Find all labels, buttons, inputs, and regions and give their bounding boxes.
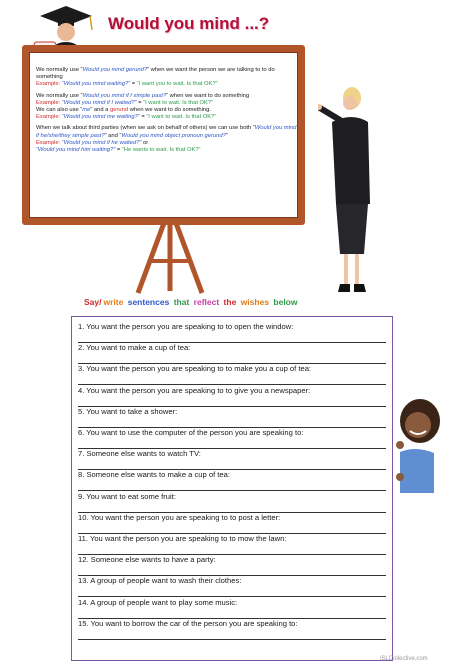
whiteboard bbox=[22, 45, 305, 225]
exercise-prompt: 13. A group of people want to wash their clothes: bbox=[78, 576, 242, 586]
rule-2: We normally use “Would you mind if I simple past?” when we want to do something bbox=[36, 92, 250, 99]
instruction-text bbox=[84, 297, 384, 311]
instruction-word: below bbox=[273, 297, 298, 307]
instruction-word: reflect bbox=[193, 297, 220, 307]
rule-4: When we talk about third parties (when we ask on behalf of others) we can use both “Would you mind if he/she/they simple past?” and “Would you mind object pronoun gerund?” bbox=[36, 125, 297, 139]
instruction-word: Say/ bbox=[84, 297, 102, 307]
example-3: Example: “Would you mind me waiting?” = “I want to wait. Is that OK?” bbox=[36, 114, 217, 121]
exercise-item bbox=[78, 364, 386, 385]
easel-stand bbox=[130, 223, 210, 295]
exercise-item bbox=[78, 470, 386, 491]
example-4: Example: “Would you mind if he waited?” or “Would you mind him waiting?” = “He wants to wait. Is that OK?” bbox=[36, 139, 201, 154]
instruction-word: wishes bbox=[240, 297, 270, 307]
instruction-word: sentences bbox=[127, 297, 170, 307]
grammar-explanation bbox=[36, 67, 298, 154]
whiteboard-surface bbox=[29, 52, 298, 218]
exercise-item bbox=[78, 576, 386, 597]
exercise-prompt: 8. Someone else wants to make a cup of tea: bbox=[78, 470, 230, 480]
exercise-item bbox=[78, 386, 386, 407]
exercise-prompt: 2. You want to make a cup of tea: bbox=[78, 343, 191, 353]
exercise-prompt: 12. Someone else wants to have a party: bbox=[78, 555, 216, 565]
exercise-item bbox=[78, 534, 386, 555]
exercise-item bbox=[78, 449, 386, 470]
rule-3: We can also use “me” and a gerund when we want to do something. bbox=[36, 107, 211, 114]
exercise-prompt: 3. You want the person you are speaking to to make you a cup of tea: bbox=[78, 364, 312, 374]
exercise-prompt: 14. A group of people want to play some music: bbox=[78, 597, 238, 607]
exercise-prompt: 11. You want the person you are speaking to to mow the lawn: bbox=[78, 534, 287, 543]
exercise-prompt: 4. You want the person you are speaking to to give you a newspaper: bbox=[78, 385, 311, 395]
answer-line[interactable] bbox=[78, 639, 386, 640]
exercise-prompt: 9. You want to eat some fruit: bbox=[78, 491, 176, 501]
exercise-item bbox=[78, 619, 386, 640]
exercise-prompt: 7. Someone else wants to watch TV: bbox=[78, 449, 201, 459]
rule-1: We normally use “Would you mind gerund?” when we want the person we are talking to to do something bbox=[36, 67, 275, 81]
exercise-item bbox=[78, 492, 386, 513]
exercise-prompt: 1. You want the person you are speaking to to open the window: bbox=[78, 322, 294, 331]
page-title: Would you mind ...? bbox=[108, 14, 270, 33]
watermark: iSLCollective.com bbox=[380, 656, 428, 662]
exercise-prompt: 10. You want the person you are speaking to to post a letter: bbox=[78, 512, 281, 522]
teacher-illustration bbox=[318, 86, 376, 300]
girl-illustration bbox=[394, 393, 442, 493]
exercise-item bbox=[78, 407, 386, 428]
instruction-word: the bbox=[223, 297, 237, 307]
example-1: Example: “Would you mind waiting?” = “I want you to wait. Is that OK?” bbox=[36, 81, 218, 88]
exercise-prompt: 5. You want to take a shower: bbox=[78, 406, 178, 416]
exercise-item bbox=[78, 428, 386, 449]
exercise-item bbox=[78, 513, 386, 534]
exercise-sheet bbox=[71, 316, 393, 661]
exercise-item bbox=[78, 322, 386, 343]
instruction-word: write bbox=[103, 297, 124, 307]
exercise-item bbox=[78, 598, 386, 619]
exercise-prompt: 6. You want to use the computer of the person you are speaking to: bbox=[78, 428, 304, 437]
exercise-prompt: 15. You want to borrow the car of the person you are speaking to: bbox=[78, 618, 298, 628]
instruction-word: that bbox=[173, 297, 190, 307]
exercise-item bbox=[78, 555, 386, 576]
exercise-item bbox=[78, 343, 386, 364]
example-2: Example: “Would you mind if I waited?” = “I want to wait. Is that OK?” bbox=[36, 99, 214, 106]
